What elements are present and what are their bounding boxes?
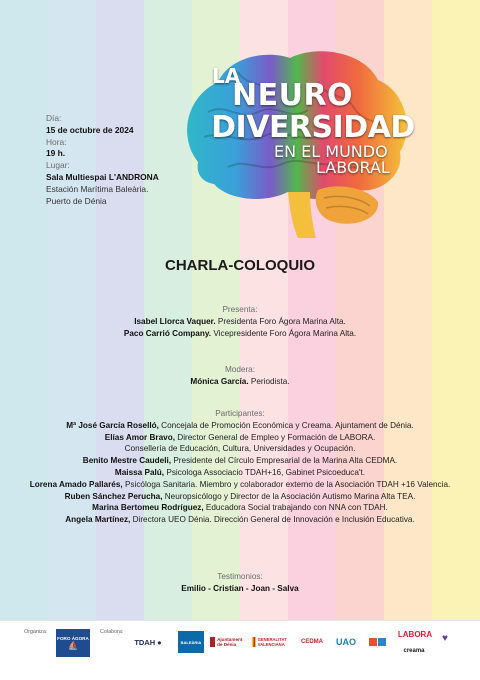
participant-name: Lorena Amado Pallarés,: [29, 479, 123, 489]
ajuntament-logo-text: Ajuntament de Dénia: [217, 637, 243, 647]
presenta-section: [0, 304, 480, 339]
title-neuro: NEURO: [232, 78, 354, 113]
modera-section: [0, 364, 480, 388]
participant-desc: Directora UEO Dénia. Dirección General de Innovación e Inclusión Educativa.: [130, 515, 415, 525]
time-label: Hora:: [46, 136, 67, 147]
participant-desc: Consellería de Educación, Cultura, Universidades y Ocupación.: [124, 444, 356, 454]
tdah-logo: [128, 635, 168, 649]
sailboat-icon: ⛵: [68, 641, 78, 650]
charla-coloquio-heading: CHARLA-COLOQUIO: [165, 257, 315, 274]
participant-row: [0, 502, 480, 514]
participantes-title: Participantes:: [215, 409, 265, 418]
presenter-name: Isabel Llorca Vaquer.: [134, 316, 216, 326]
participant-desc: Psicologa Associacio TDAH+16, Gabinet Psicoeduca't.: [164, 467, 366, 477]
title-la: LA: [212, 64, 241, 88]
foro-agora-logo: [56, 629, 90, 657]
participant-desc: Director General de Empleo y Formación de LABORA.: [175, 432, 376, 442]
participant-name: Ruben Sánchez Perucha,: [64, 491, 163, 501]
presenta-row: [0, 316, 480, 328]
date-label: Día:: [46, 113, 62, 123]
shield-icon: [210, 637, 215, 647]
senyera-icon: [252, 637, 256, 647]
colabora-label: Colabora:: [100, 629, 124, 635]
labora-logo: LABORA: [397, 629, 433, 639]
time-value: 19 h.: [46, 148, 66, 159]
place-line-2: Estación Marítima Baleària.: [46, 183, 149, 194]
modera-row: [0, 376, 480, 388]
participant-name: Maissa Palú,: [114, 467, 165, 477]
title-diversidad: DIVERSIDAD: [211, 110, 415, 145]
date-value: 15 de octubre de 2024: [46, 124, 134, 135]
participant-desc: Educadora Social trabajando con NNA con TDAH.: [203, 503, 388, 513]
participant-row: [0, 491, 480, 503]
presenta-row: [0, 328, 480, 340]
tdah-logo-text: TDAH: [134, 637, 156, 647]
presenter-name: Paco Carrió Company.: [123, 328, 212, 338]
testimonios-section: [0, 571, 480, 595]
tdah-dot-icon: ●: [157, 637, 162, 647]
participant-row: [0, 443, 480, 455]
moderator-desc: Periodista.: [248, 376, 290, 386]
participant-name: Angela Martínez,: [65, 515, 131, 525]
presenta-title: Presenta:: [222, 305, 258, 314]
presenter-desc: Presidenta Foro Ágora Marina Alta.: [215, 316, 346, 326]
generalitat-logo-text: GENERALITAT VALENCIANA: [257, 637, 287, 647]
place-line-3: Puerto de Dénia: [46, 195, 107, 206]
participant-name: Benito Mestre Caudeli,: [82, 456, 172, 466]
participant-row: [0, 514, 480, 526]
moderator-name: Mónica García.: [190, 376, 249, 386]
participant-row: [0, 432, 480, 444]
participant-name: Marina Bertomeu Rodríguez,: [92, 503, 204, 513]
heart-icon: ♥: [442, 632, 448, 644]
place-label: Lugar:: [46, 160, 70, 171]
partner-logo-icon: [364, 633, 390, 651]
organiza-label: Organiza:: [24, 629, 48, 635]
participant-name: Mª José García Roselló,: [66, 420, 159, 430]
creama-logo: creama: [403, 648, 425, 654]
participant-row: [0, 455, 480, 467]
sponsors-footer: [0, 620, 480, 680]
uao-logo: UAO: [336, 637, 356, 647]
balearia-logo: BALEÀRIA: [178, 631, 204, 653]
event-info: [46, 113, 159, 207]
participant-desc: Neuropsicólogo y Director de la Asociación Autismo Marina Alta TEA.: [162, 491, 416, 501]
participant-desc: Psicóloga Sanitaria. Miembro y colaborador externo de la Asociación TDAH +16 Valencia.: [122, 479, 451, 489]
title-en-el-mundo: EN EL MUNDO: [274, 142, 388, 161]
testimonios-names: Emilio - Cristian - Joan - Salva: [181, 583, 299, 593]
foro-agora-logo-text: FORO ÁGORA: [57, 636, 89, 641]
participant-row: [0, 420, 480, 432]
generalitat-logo: [252, 633, 292, 651]
modera-title: Modera:: [224, 365, 256, 374]
ajuntament-denia-logo: [210, 633, 246, 651]
place-value: Sala Multiespai L'ANDRONA: [46, 171, 159, 182]
participantes-section: [0, 408, 480, 526]
participant-name: Elías Amor Bravo,: [104, 432, 175, 442]
participant-row: [0, 479, 480, 491]
participant-row: [0, 467, 480, 479]
participant-desc: Concejala de Promoción Económica y Creama. Ajuntament de Dénia.: [158, 420, 414, 430]
participant-desc: Presidente del Círculo Empresarial de la Marina Alta CEDMA.: [171, 456, 398, 466]
cedma-logo: CEDMA: [301, 639, 323, 645]
presenter-desc: Vicepresidente Foro Ágora Marina Alta.: [211, 328, 357, 338]
testimonios-title: Testimonios:: [217, 572, 263, 581]
title-laboral: LABORAL: [316, 158, 390, 177]
